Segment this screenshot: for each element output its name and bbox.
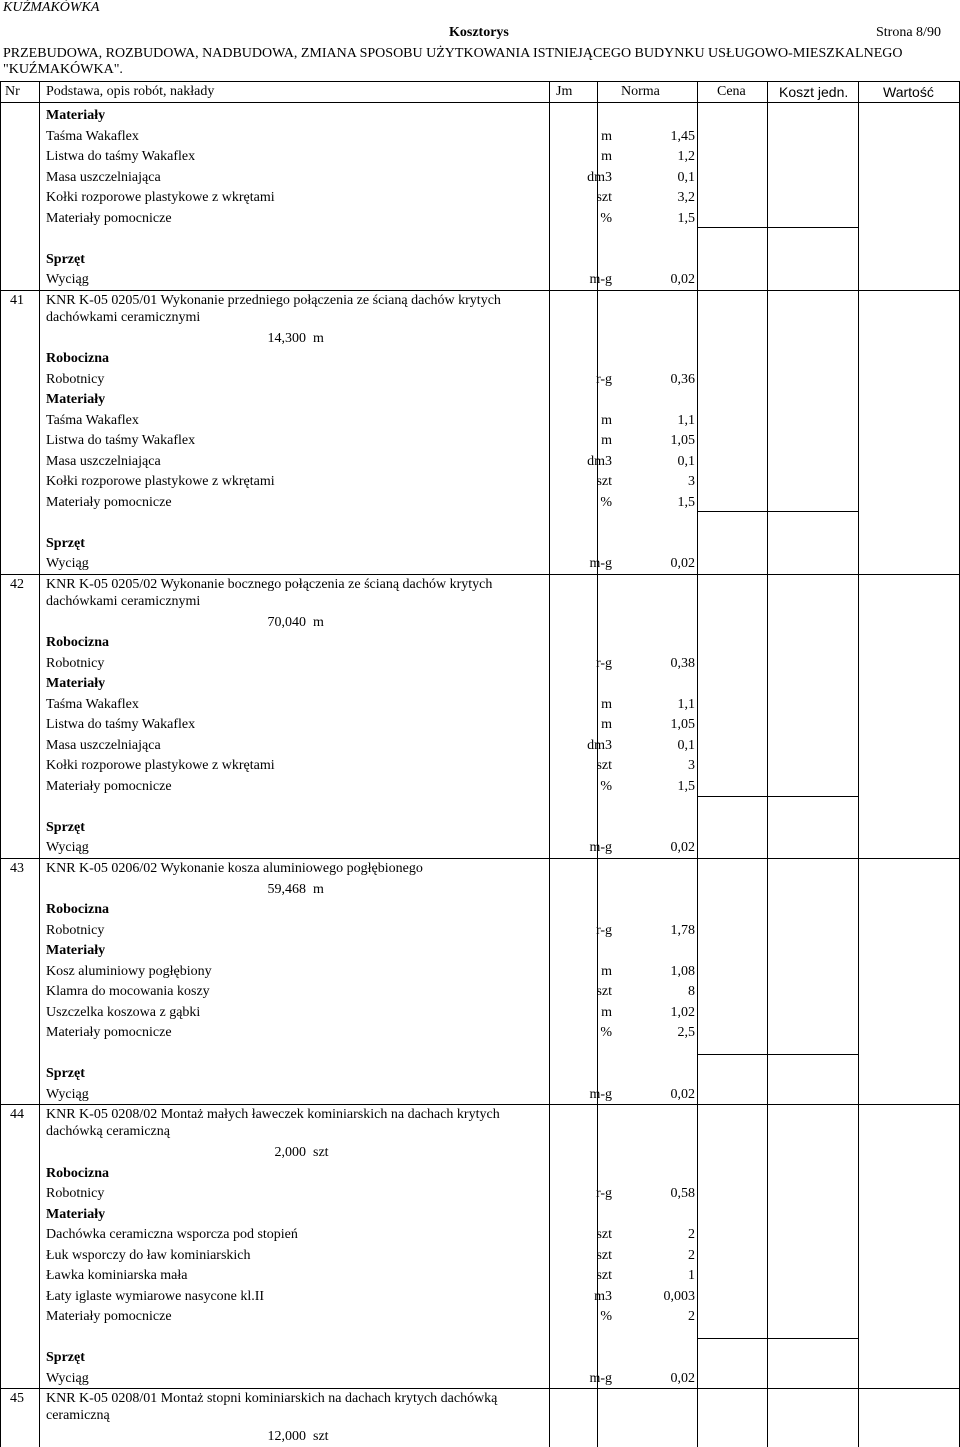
resource-unit: szt xyxy=(596,1247,612,1263)
resource-unit: m xyxy=(601,717,612,732)
grid-basis xyxy=(549,82,550,1447)
position-quantity: 14,300 xyxy=(267,330,306,346)
resource-name: Łuk wsporczy do ław kominiarskich xyxy=(46,1247,251,1263)
col-header-koszt: Koszt jedn. xyxy=(779,84,849,100)
project-title-line1: PRZEBUDOWA, ROZBUDOWA, NADBUDOWA, ZMIANA SPOSOBU UŻYTKOWANIA ISTNIEJĄCEGO BUDYNKU USŁUGOWO-MIESZKALNEGO xyxy=(3,46,903,61)
resource-norm: 0,36 xyxy=(670,371,695,387)
resource-name: Masa uszczelniająca xyxy=(46,169,161,185)
resource-unit: m-g xyxy=(589,1086,612,1102)
resource-name: Kołki rozporowe plastykowe z wkrętami xyxy=(46,474,275,489)
resource-unit: dm3 xyxy=(587,169,612,185)
position-description: KNR K-05 0205/01 Wykonanie przedniego połączenia ze ścianą dachów krytych xyxy=(46,292,501,308)
resource-norm: 1 xyxy=(688,1268,695,1283)
resource-name: Wyciąg xyxy=(46,1086,89,1102)
resource-name: Listwa do taśmy Wakaflex xyxy=(46,149,196,164)
col-header-nr: Nr xyxy=(5,84,20,99)
resource-unit: r-g xyxy=(595,1186,612,1201)
resource-norm: 0,02 xyxy=(670,272,695,287)
resource-norm: 0,58 xyxy=(670,1186,695,1201)
cell-tick xyxy=(697,511,858,512)
grid-norma xyxy=(697,82,698,1447)
project-title-line2: "KUŹMAKÓWKA". xyxy=(3,62,123,77)
position-number: 41 xyxy=(10,292,24,308)
resource-norm: 2 xyxy=(688,1309,695,1324)
resource-norm: 0,38 xyxy=(670,655,695,671)
resource-norm: 2 xyxy=(688,1247,695,1263)
section-heading: Robocizna xyxy=(46,635,109,650)
section-heading: Sprzęt xyxy=(46,819,85,835)
resource-name: Materiały pomocnicze xyxy=(46,210,172,226)
resource-unit: % xyxy=(600,494,612,510)
resource-norm: 0,1 xyxy=(677,169,695,185)
section-heading: Materiały xyxy=(46,676,106,691)
document-title: Kosztorys xyxy=(449,25,509,40)
resource-norm: 3 xyxy=(688,474,695,489)
section-heading: Sprzęt xyxy=(46,1350,85,1365)
resource-norm: 1,5 xyxy=(677,778,695,794)
resource-name: Ławka kominiarska mała xyxy=(46,1268,188,1283)
section-heading: Sprzęt xyxy=(46,251,85,267)
section-heading: Sprzęt xyxy=(46,1066,85,1081)
resource-unit: % xyxy=(600,1309,612,1324)
position-number: 44 xyxy=(10,1107,24,1122)
resource-norm: 0,1 xyxy=(677,453,695,469)
position-description: KNR K-05 0205/02 Wykonanie bocznego połączenia ze ścianą dachów krytych xyxy=(46,576,493,592)
page-number: Strona 8/90 xyxy=(876,25,941,40)
resource-norm: 0,02 xyxy=(670,1086,695,1102)
col-header-norma: Norma xyxy=(621,84,660,99)
header-bottom-border xyxy=(0,102,960,103)
resource-unit: r-g xyxy=(595,922,612,938)
resource-name: Robotnicy xyxy=(46,655,105,671)
cell-tick xyxy=(697,796,858,797)
resource-unit: m xyxy=(601,963,612,979)
resource-norm: 1,2 xyxy=(677,149,695,164)
resource-name: Robotnicy xyxy=(46,922,105,938)
resource-unit: szt xyxy=(596,190,612,205)
resource-name: Wyciąg xyxy=(46,556,89,571)
position-unit: m xyxy=(313,881,324,897)
col-header-cena: Cena xyxy=(717,84,746,99)
resource-norm: 0,02 xyxy=(670,1370,695,1386)
resource-name: Wyciąg xyxy=(46,272,89,287)
section-heading: Robocizna xyxy=(46,1165,109,1181)
company-name: KUŹMAKÓWKA xyxy=(3,0,100,15)
grid-nr xyxy=(39,82,40,1447)
section-heading: Materiały xyxy=(46,943,106,958)
resource-name: Łaty iglaste wymiarowe nasycone kl.II xyxy=(46,1288,265,1304)
grid-left xyxy=(0,82,1,1447)
resource-name: Masa uszczelniająca xyxy=(46,453,161,469)
section-heading: Sprzęt xyxy=(46,535,85,551)
resource-name: Taśma Wakaflex xyxy=(46,412,139,428)
resource-unit: m-g xyxy=(589,272,612,287)
resource-name: Robotnicy xyxy=(46,1186,105,1201)
resource-name: Dachówka ceramiczna wsporcza pod stopień xyxy=(46,1227,298,1242)
resource-norm: 3 xyxy=(688,758,695,773)
resource-unit: szt xyxy=(596,474,612,489)
resource-name: Wyciąg xyxy=(46,1370,89,1386)
resource-name: Robotnicy xyxy=(46,371,105,387)
resource-norm: 1,45 xyxy=(670,128,695,144)
resource-name: Listwa do taśmy Wakaflex xyxy=(46,717,196,732)
resource-unit: m xyxy=(601,128,612,144)
resource-unit: r-g xyxy=(595,655,612,671)
resource-norm: 1,78 xyxy=(670,922,695,938)
resource-name: Kołki rozporowe plastykowe z wkrętami xyxy=(46,190,275,205)
position-number: 43 xyxy=(10,860,24,876)
position-quantity: 59,468 xyxy=(267,881,306,897)
position-unit: m xyxy=(313,614,324,630)
position-number: 42 xyxy=(10,576,24,592)
resource-unit: szt xyxy=(596,1227,612,1242)
resource-norm: 0,02 xyxy=(670,556,695,571)
col-header-basis: Podstawa, opis robót, nakłady xyxy=(46,84,215,99)
position-quantity: 12,000 xyxy=(267,1429,306,1444)
resource-name: Listwa do taśmy Wakaflex xyxy=(46,433,196,448)
resource-unit: % xyxy=(600,210,612,226)
resource-unit: m3 xyxy=(594,1288,612,1304)
resource-unit: m-g xyxy=(589,1370,612,1386)
resource-name: Kosz aluminiowy pogłębiony xyxy=(46,963,212,979)
section-heading: Robocizna xyxy=(46,351,109,366)
resource-unit: dm3 xyxy=(587,453,612,469)
resource-name: Kołki rozporowe plastykowe z wkrętami xyxy=(46,758,275,773)
resource-unit: r-g xyxy=(595,371,612,387)
position-description-cont: dachówkami ceramicznymi xyxy=(46,593,201,609)
resource-norm: 1,05 xyxy=(670,433,695,448)
position-separator xyxy=(0,858,960,859)
resource-name: Materiały pomocnicze xyxy=(46,494,172,510)
position-description-cont: dachówką ceramiczną xyxy=(46,1124,170,1139)
position-description-cont: dachówkami ceramicznymi xyxy=(46,309,201,325)
resource-name: Taśma Wakaflex xyxy=(46,696,139,712)
resource-unit: m xyxy=(601,1004,612,1020)
resource-norm: 3,2 xyxy=(677,190,695,205)
resource-norm: 1,1 xyxy=(677,696,695,712)
resource-norm: 1,08 xyxy=(670,963,695,979)
resource-norm: 1,1 xyxy=(677,412,695,428)
position-description-cont: ceramiczną xyxy=(46,1408,110,1423)
resource-name: Klamra do mocowania koszy xyxy=(46,984,210,999)
position-unit: szt xyxy=(313,1429,329,1444)
grid-koszt xyxy=(858,82,859,1447)
position-number: 45 xyxy=(10,1391,24,1406)
resource-unit: szt xyxy=(596,758,612,773)
position-separator xyxy=(0,574,960,575)
resource-norm: 0,003 xyxy=(663,1288,695,1304)
col-header-wartosc: Wartość xyxy=(883,84,934,100)
position-separator xyxy=(0,1388,960,1389)
header-top-border xyxy=(0,81,960,82)
resource-norm: 2,5 xyxy=(677,1025,695,1040)
section-heading: Robocizna xyxy=(46,902,109,917)
resource-name: Materiały pomocnicze xyxy=(46,1309,172,1324)
position-unit: m xyxy=(313,330,324,346)
resource-unit: m xyxy=(601,433,612,448)
position-description: KNR K-05 0208/02 Montaż małych ławeczek kominiarskich na dachach krytych xyxy=(46,1107,500,1122)
position-unit: szt xyxy=(313,1145,329,1160)
position-description: KNR K-05 0206/02 Wykonanie kosza aluminiowego pogłębionego xyxy=(46,860,423,876)
section-heading: Materiały xyxy=(46,108,106,123)
position-separator xyxy=(0,1104,960,1105)
resource-name: Materiały pomocnicze xyxy=(46,778,172,794)
resource-name: Wyciąg xyxy=(46,840,89,855)
resource-name: Uszczelka koszowa z gąbki xyxy=(46,1004,201,1020)
resource-norm: 0,1 xyxy=(677,737,695,753)
resource-name: Masa uszczelniająca xyxy=(46,737,161,753)
resource-unit: m xyxy=(601,696,612,712)
cell-tick xyxy=(697,1054,858,1055)
resource-norm: 0,02 xyxy=(670,840,695,855)
resource-unit: dm3 xyxy=(587,737,612,753)
resource-unit: % xyxy=(600,1025,612,1040)
resource-unit: m-g xyxy=(589,556,612,571)
resource-unit: m xyxy=(601,149,612,164)
resource-unit: % xyxy=(600,778,612,794)
resource-unit: m xyxy=(601,412,612,428)
resource-norm: 1,02 xyxy=(670,1004,695,1020)
grid-jm xyxy=(597,82,598,1447)
resource-norm: 1,05 xyxy=(670,717,695,732)
section-heading: Materiały xyxy=(46,1206,106,1222)
resource-unit: szt xyxy=(596,984,612,999)
resource-norm: 1,5 xyxy=(677,210,695,226)
resource-unit: m-g xyxy=(589,840,612,855)
cell-tick xyxy=(697,227,858,228)
position-quantity: 2,000 xyxy=(274,1145,306,1160)
resource-name: Taśma Wakaflex xyxy=(46,128,139,144)
section-heading: Materiały xyxy=(46,392,106,407)
position-description: KNR K-05 0208/01 Montaż stopni kominiarskich na dachach krytych dachówką xyxy=(46,1391,498,1406)
resource-norm: 2 xyxy=(688,1227,695,1242)
position-quantity: 70,040 xyxy=(267,614,306,630)
resource-norm: 8 xyxy=(688,984,695,999)
resource-norm: 1,5 xyxy=(677,494,695,510)
position-separator xyxy=(0,290,960,291)
cell-tick xyxy=(697,1338,858,1339)
col-header-jm: Jm xyxy=(556,84,573,99)
resource-unit: szt xyxy=(596,1268,612,1283)
grid-cena xyxy=(767,82,768,1447)
resource-name: Materiały pomocnicze xyxy=(46,1025,172,1040)
